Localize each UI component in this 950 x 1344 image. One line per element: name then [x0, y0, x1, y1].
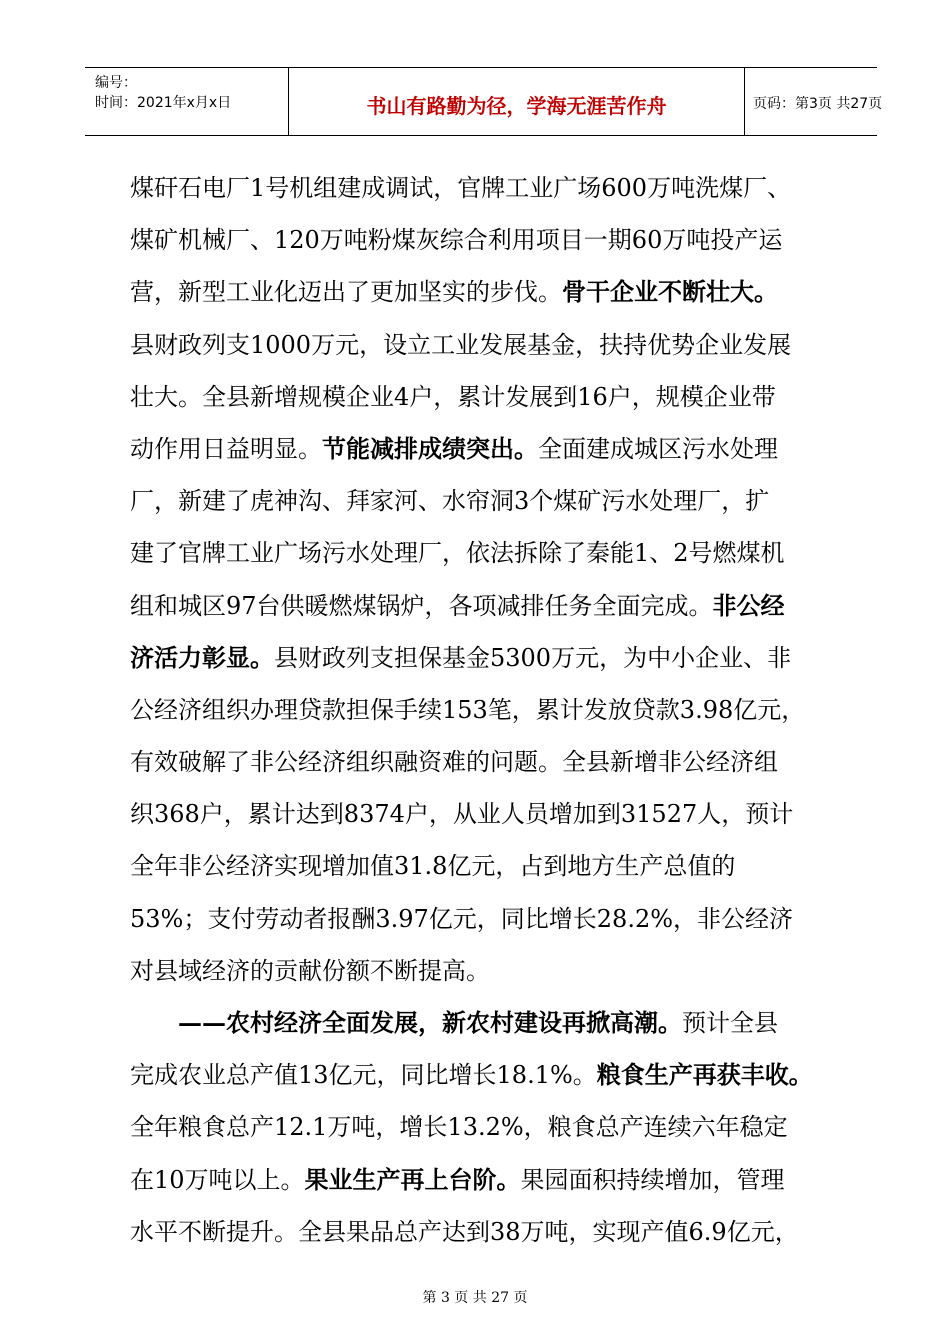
header-meta-cell: [85, 68, 289, 135]
header-motto: 书山有路勤为径，学海无涯苦作舟: [366, 94, 667, 118]
line-text: 织368户，累计达到8374户，从业人员增加到31527人，预计: [130, 800, 794, 829]
line-text: 动作用日益明显。: [130, 434, 322, 463]
bold-heading: ——农村经济全面发展，新农村建设再掀高潮。: [178, 1008, 682, 1037]
bold-heading: 济活力彰显。: [130, 642, 274, 672]
text-line: [130, 371, 830, 423]
line-text: 壮大。全县新增规模企业4户，累计发展到16户，规模企业带: [130, 382, 776, 411]
text-line: [130, 788, 830, 840]
line-text: 组和城区97台供暖燃煤锅炉，各项减排任务全面完成。: [130, 591, 713, 620]
text-line: [130, 893, 830, 945]
text-line: [130, 527, 830, 579]
document-number-label: 编号：: [95, 75, 137, 91]
header-page-label: 页码：第3页 共27页: [753, 96, 883, 112]
text-line: [130, 840, 830, 892]
line-text: 县财政列支担保基金5300万元，为中小企业、非: [274, 643, 792, 672]
bold-heading: 节能减排成绩突出。: [322, 433, 538, 463]
text-line: [130, 162, 830, 214]
line-text: 水平不断提升。全县果品总产达到38万吨，实现产值6.9亿元，: [130, 1217, 799, 1246]
line-text: 完成农业总产值13亿元，同比增长18.1%。: [130, 1061, 597, 1090]
line-text: 厂，新建了虎神沟、拜家河、水帘洞3个煤矿污水处理厂，扩: [130, 487, 770, 516]
text-line: [130, 632, 830, 684]
text-line: [130, 266, 830, 318]
line-text: 全年粮食总产12.1万吨，增长13.2%，粮食总产连续六年稳定: [130, 1113, 788, 1142]
bold-heading: 骨干企业不断壮大。: [562, 277, 778, 307]
document-header: [85, 67, 883, 136]
line-text: 在10万吨以上。: [130, 1165, 305, 1194]
line-text: 煤矸石电厂1号机组建成调试，官牌工业广场600万吨洗煤厂、: [130, 174, 792, 202]
bold-heading: 粮食生产再获丰收。: [596, 1060, 813, 1090]
line-text: 全面建成城区污水处理: [538, 434, 778, 463]
header-page-cell: [745, 68, 883, 135]
text-line: [130, 736, 830, 788]
line-text: 果园面积持续增加，管理: [520, 1165, 785, 1194]
text-line: [130, 945, 830, 997]
document-body: [130, 162, 830, 1258]
text-line: [130, 1206, 830, 1258]
bold-heading: 果业生产再上台阶。: [304, 1164, 521, 1194]
text-line: [130, 684, 830, 736]
text-line: [130, 319, 830, 371]
text-line: [130, 580, 830, 632]
line-text: 煤矿机械厂、120万吨粉煤灰综合利用项目一期60万吨投产运: [130, 226, 783, 255]
text-line: [130, 1154, 830, 1206]
line-text: 县财政列支1000万元，设立工业发展基金，扶持优势企业发展: [130, 330, 792, 359]
line-text: 预计全县: [682, 1009, 778, 1037]
line-text: 对县域经济的贡献份额不断提高。: [130, 956, 490, 985]
line-text: 建了官牌工业广场污水处理厂，依法拆除了秦能1、2号燃煤机: [130, 539, 785, 568]
line-text: 营，新型工业化迈出了更加坚实的步伐。: [130, 278, 562, 307]
line-text: 有效破解了非公经济组织融资难的问题。全县新增非公经济组: [130, 748, 778, 777]
page-footer: 第 3 页 共 27 页: [422, 1290, 528, 1306]
line-text: 公经济组织办理贷款担保手续153笔，累计发放贷款3.98亿元，: [130, 695, 806, 724]
text-line: [130, 423, 830, 475]
text-line: [130, 997, 830, 1049]
text-line: [130, 475, 830, 527]
line-text: 53%；支付劳动者报酬3.97亿元，同比增长28.2%，非公经济: [130, 904, 794, 933]
text-line: [130, 1049, 830, 1101]
text-line: [130, 1101, 830, 1153]
document-time-label: 时间：2021年x月x日: [95, 95, 232, 111]
line-text: 全年非公经济实现增加值31.8亿元，占到地方生产总值的: [130, 852, 736, 881]
bold-heading: 非公经: [712, 590, 785, 620]
header-motto-cell: [289, 68, 745, 135]
text-line: [130, 214, 830, 266]
